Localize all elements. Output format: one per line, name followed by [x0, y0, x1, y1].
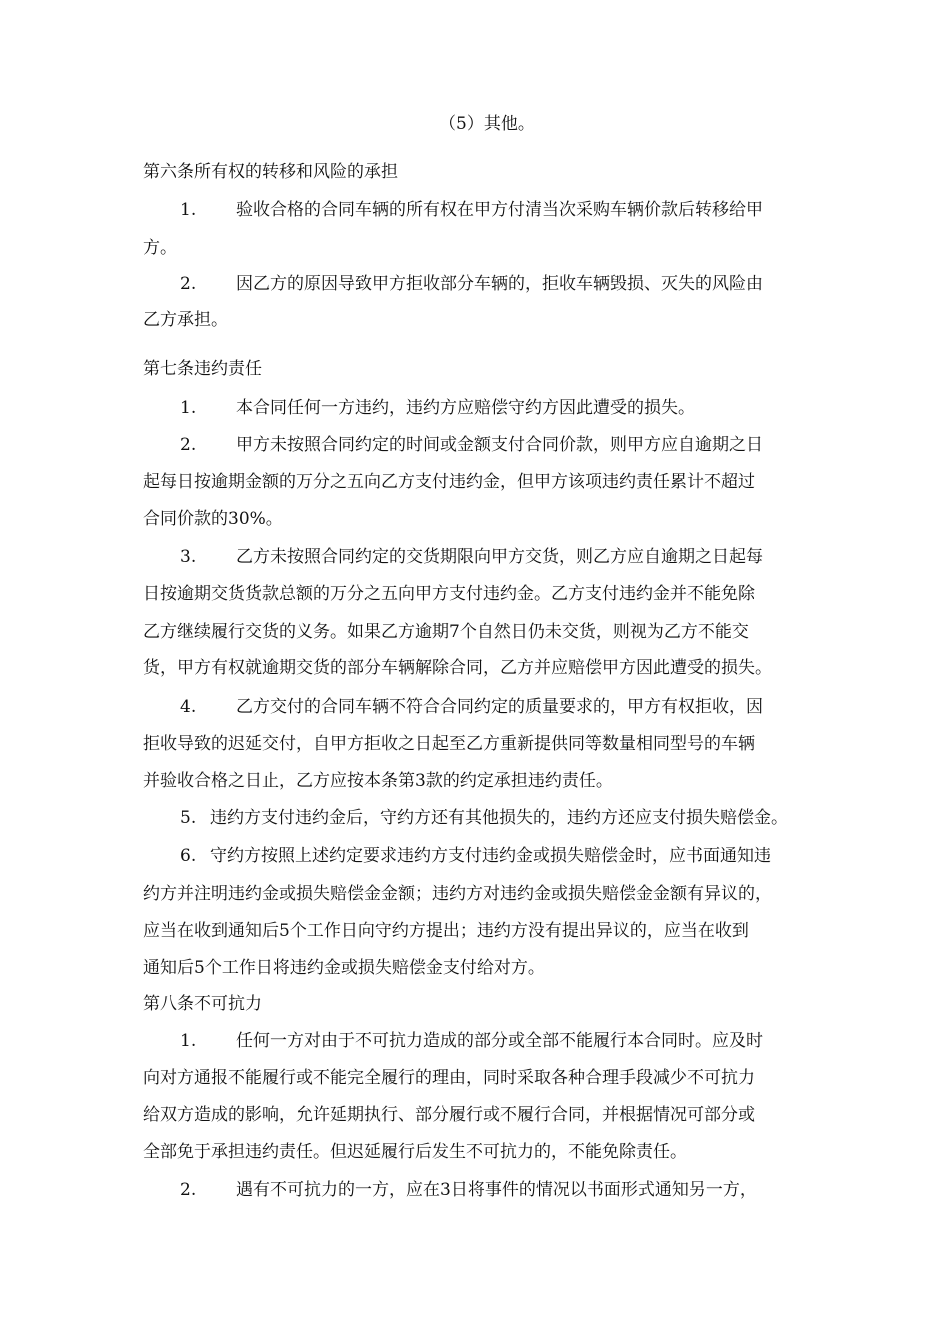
- clause-line: 给双方造成的影响，允许延期执行、部分履行或不履行合同，并根据情况可部分或: [143, 1105, 755, 1125]
- clause-line: 违约方支付违约金后，守约方还有其他损失的，违约方还应支付损失赔偿金。: [210, 808, 788, 828]
- clause-line: 遇有不可抗力的一方，应在3日将事件的情况以书面形式通知另一方，: [236, 1180, 757, 1200]
- clause-number: 2.: [180, 435, 197, 455]
- clause-line: 全部免于承担违约责任。但迟延履行后发生不可抗力的，不能免除责任。: [143, 1142, 687, 1162]
- clause-line: 验收合格的合同车辆的所有权在甲方付清当次采购车辆价款后转移给甲: [236, 200, 763, 220]
- clause-line: 货，甲方有权就逾期交货的部分车辆解除合同，乙方并应赔偿甲方因此遭受的损失。: [143, 658, 772, 678]
- clause-line: 约方并注明违约金或损失赔偿金金额；违约方对违约金或损失赔偿金金额有异议的，: [143, 884, 772, 904]
- article-6-heading: 第六条所有权的转移和风险的承担: [143, 162, 398, 182]
- clause-line: 并验收合格之日止，乙方应按本条第3款的约定承担违约责任。: [143, 771, 613, 791]
- clause-line: 乙方继续履行交货的义务。如果乙方逾期7个自然日仍未交货，则视为乙方不能交: [143, 622, 749, 642]
- article-7-heading: 第七条违约责任: [143, 359, 262, 379]
- clause-line: 合同价款的30%。: [143, 509, 283, 529]
- clause-line: 方。: [143, 238, 177, 258]
- clause-line: 乙方交付的合同车辆不符合合同约定的质量要求的，甲方有权拒收，因: [236, 697, 763, 717]
- clause-number: 3.: [180, 547, 197, 567]
- clause-line: 向对方通报不能履行或不能完全履行的理由，同时采取各种合理手段减少不可抗力: [143, 1068, 755, 1088]
- clause-number: 1.: [180, 398, 197, 418]
- clause-line: 通知后5个工作日将违约金或损失赔偿金支付给对方。: [143, 958, 545, 978]
- clause-number: 6.: [180, 846, 197, 866]
- clause-number: 2.: [180, 1180, 197, 1200]
- clause-line: 应当在收到通知后5个工作日向守约方提出；违约方没有提出异议的，应当在收到: [143, 921, 749, 941]
- clause-line: 乙方未按照合同约定的交货期限向甲方交货，则乙方应自逾期之日起每: [236, 547, 763, 567]
- list-item-other: （5）其他。: [439, 114, 535, 134]
- clause-line: 起每日按逾期金额的万分之五向乙方支付违约金，但甲方该项违约责任累计不超过: [143, 472, 755, 492]
- clause-line: 本合同任何一方违约，违约方应赔偿守约方因此遭受的损失。: [236, 398, 695, 418]
- clause-line: 拒收导致的迟延交付，自甲方拒收之日起至乙方重新提供同等数量相同型号的车辆: [143, 734, 755, 754]
- clause-line: 日按逾期交货货款总额的万分之五向甲方支付违约金。乙方支付违约金并不能免除: [143, 584, 755, 604]
- clause-line: 任何一方对由于不可抗力造成的部分或全部不能履行本合同时。应及时: [236, 1031, 763, 1051]
- article-8-heading: 第八条不可抗力: [143, 994, 262, 1014]
- clause-line: 甲方未按照合同约定的时间或金额支付合同价款，则甲方应自逾期之日: [236, 435, 763, 455]
- clause-number: 1.: [180, 200, 197, 220]
- clause-number: 4.: [180, 697, 197, 717]
- clause-number: 5.: [180, 808, 197, 828]
- clause-line: 乙方承担。: [143, 310, 228, 330]
- clause-line: 守约方按照上述约定要求违约方支付违约金或损失赔偿金时，应书面通知违: [210, 846, 771, 866]
- clause-line: 因乙方的原因导致甲方拒收部分车辆的，拒收车辆毁损、灭失的风险由: [236, 274, 763, 294]
- clause-number: 2.: [180, 274, 197, 294]
- clause-number: 1.: [180, 1031, 197, 1051]
